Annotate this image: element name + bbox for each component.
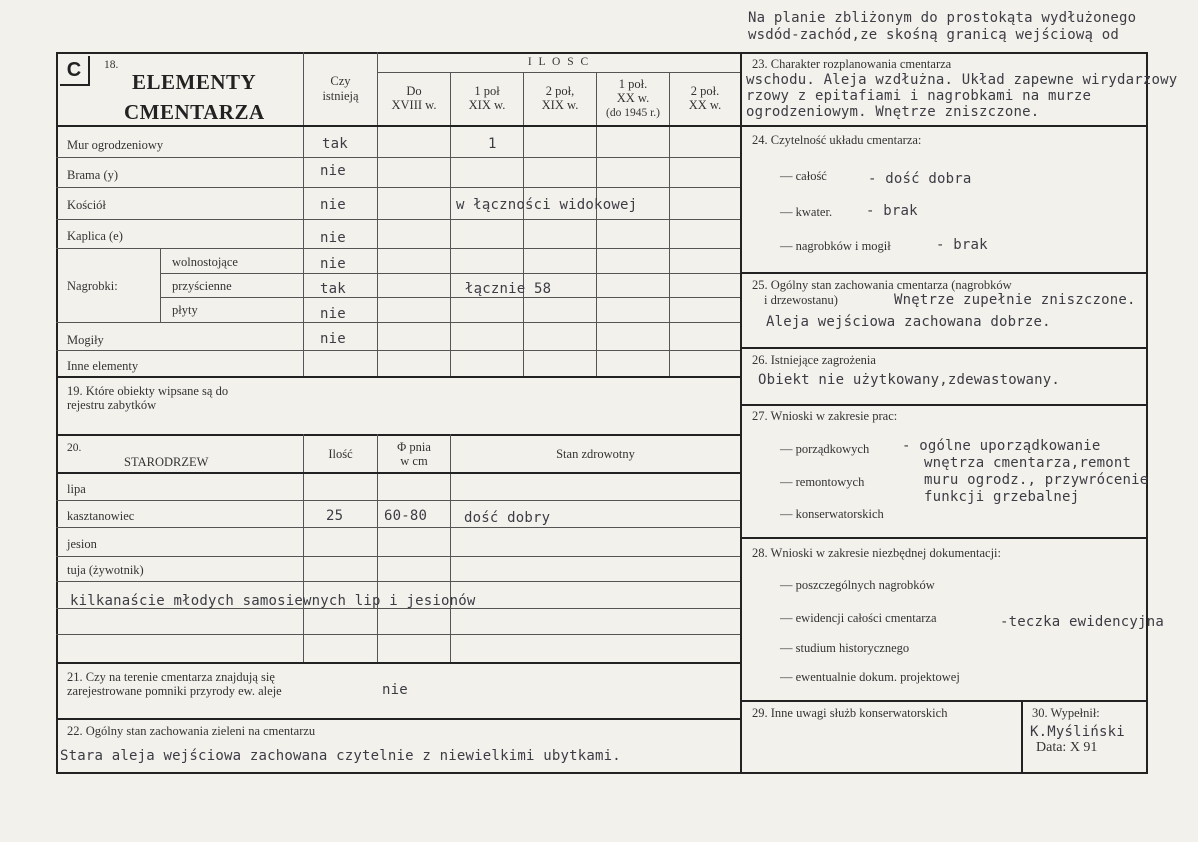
left-top-border [56, 52, 740, 54]
q30-name: K.Myśliński [1030, 724, 1125, 740]
q20-line-6 [56, 634, 740, 635]
q27-bottom [740, 537, 1146, 539]
row-line-5 [160, 273, 740, 274]
title-line2: CMENTARZA [124, 100, 265, 124]
q20-div-2 [377, 434, 378, 662]
row-mur-label: Mur ogrodzeniowy [67, 138, 164, 152]
right-top-border [740, 52, 1146, 54]
q27-remont-value1: muru ogrodz., przywrócenie [924, 472, 1149, 488]
q28-item4: — ewentualnie dokum. projektowej [780, 670, 960, 684]
q23-bottom [740, 125, 1146, 127]
q19-line2: rejestru zabytków [67, 398, 157, 412]
row-kosciol-exists: nie [320, 197, 346, 213]
q30-label: 30. Wypełnił: [1032, 706, 1100, 720]
q21-line1: 21. Czy na terenie cmentarza znajdują się [67, 670, 275, 684]
q22-label: 22. Ogólny stan zachowania zieleni na cmentarzu [67, 724, 316, 738]
q23-label: 23. Charakter rozplanowania cmentarza [752, 57, 952, 71]
kasztan-health: dość dobry [464, 510, 551, 526]
q20-col-qty: Ilość [328, 447, 353, 461]
q24-kwater: — kwater. [780, 205, 833, 219]
q27-remont: — remontowych [780, 475, 865, 489]
row-przysc-label: przyścienne [172, 279, 232, 293]
row-plyty-exists: nie [320, 306, 346, 322]
q28-item1: — poszczególnych nagrobków [780, 578, 935, 592]
row-line-1 [56, 157, 740, 158]
row-line-7 [56, 322, 740, 323]
q28-label: 28. Wnioski w zakresie niezbędnej dokumentacji: [752, 546, 1001, 560]
row-kosciol-label: Kościół [67, 198, 106, 212]
bottom-border [56, 772, 1148, 774]
section-number: 18. [104, 59, 119, 71]
q21-line2: zarejestrowane pomniki przyrody ew. aleje [67, 684, 282, 698]
q20-div-3 [450, 434, 451, 662]
tree-tuja: tuja (żywotnik) [67, 563, 144, 577]
section-letter: C [60, 56, 90, 86]
row-inne-label: Inne elementy [67, 359, 139, 373]
q25-answer2: Aleja wejściowa zachowana dobrze. [766, 314, 1051, 330]
period-1-l2: XVIII w. [391, 98, 437, 112]
q27-porz: — porządkowych [780, 442, 870, 456]
q20-div-1 [303, 434, 304, 662]
q26-label: 26. Istniejące zagrożenia [752, 353, 876, 367]
q27-porz-value2: wnętrza cmentarza,remont [924, 455, 1132, 471]
tree-lipa: lipa [67, 482, 86, 496]
left-left-border [56, 52, 58, 774]
col-div-p3 [523, 72, 524, 376]
table-bottom [56, 376, 740, 378]
q23-line2: rzowy z epitafiami i nagrobkami na murze [746, 88, 1092, 104]
row-kaplica-label: Kaplica (e) [67, 229, 123, 243]
q29-q30-divider [1021, 700, 1023, 774]
q28-item2: — ewidencji całości cmentarza [780, 611, 937, 625]
ilosc-underline [377, 72, 740, 73]
q20-bottom [56, 662, 740, 664]
row-mur-exists: tak [322, 136, 348, 152]
kasztan-qty: 25 [326, 508, 344, 524]
row-line-8 [56, 350, 740, 351]
q28-bottom [740, 700, 1146, 702]
row-wolno-exists: nie [320, 256, 346, 272]
q19-bottom [56, 434, 740, 436]
period-1-l1: Do [406, 84, 422, 98]
period-4-l3: (do 1945 r.) [606, 107, 660, 119]
q25-line1: 25. Ogólny stan zachowania cmentarza (nagrobków [752, 278, 1012, 292]
row-line-3 [56, 219, 740, 220]
q25-bottom [740, 347, 1146, 349]
right-right-border [1146, 52, 1148, 774]
q20-col-diam-unit: w cm [400, 454, 428, 468]
row-kaplica-exists: nie [320, 230, 346, 246]
kasztan-diam: 60-80 [384, 508, 428, 524]
q24-whole-value: - dość dobra [868, 171, 972, 187]
q23-line1: wschodu. Aleja wzdłużna. Układ zapewne wirydarzowy [746, 72, 1178, 88]
q26-answer: Obiekt nie użytkowany,zdewastowany. [758, 372, 1061, 388]
col-div-p5 [669, 72, 670, 376]
q24-graves-value: - brak [936, 237, 988, 253]
q20-title: STARODRZEW [124, 455, 209, 469]
q19-line1: 19. Które obiekty wipsane są do [67, 384, 229, 398]
q20-num: 20. [67, 442, 82, 454]
q27-kons: — konserwatorskich [780, 507, 884, 521]
q27-remont-value2: funkcji grzebalnej [924, 489, 1080, 505]
q20-col-diam-sym: Φ pnia [397, 440, 431, 454]
q29-label: 29. Inne uwagi służb konserwatorskich [752, 706, 948, 720]
period-5-l2: XX w. [688, 98, 722, 112]
header-bottom [56, 125, 740, 127]
q23-line3: ogrodzeniowym. Wnętrze zniszczone. [746, 104, 1040, 120]
q21-answer: nie [382, 682, 408, 698]
period-2-l2: XIX w. [468, 98, 506, 112]
row-wolno-label: wolnostojące [172, 255, 238, 269]
row-nagrobki-total: łącznie 58 [465, 281, 552, 297]
title-line1: ELEMENTY [132, 70, 257, 94]
q20-line-4 [56, 581, 740, 582]
row-mogily-label: Mogiły [67, 333, 104, 347]
tree-kasztanowiec: kasztanowiec [67, 509, 135, 523]
q24-label: 24. Czytelność układu cmentarza: [752, 133, 922, 147]
row-brama-exists: nie [320, 163, 346, 179]
q24-kwater-value: - brak [866, 203, 918, 219]
row-line-4 [56, 248, 740, 249]
q27-porz-value1: - ogólne uporządkowanie [902, 438, 1101, 454]
q20-line-2 [56, 527, 740, 528]
q21-bottom [56, 718, 740, 720]
row-kosciol-note: w łączności widokowej [456, 197, 638, 213]
q25-answer1: Wnętrze zupełnie zniszczone. [894, 292, 1136, 308]
row-mogily-exists: nie [320, 331, 346, 347]
center-divider [740, 52, 742, 774]
q24-bottom [740, 272, 1146, 274]
row-plyty-label: płyty [172, 303, 198, 317]
q24-graves: — nagrobków i mogił [780, 239, 891, 253]
q30-date: Data: X 91 [1036, 740, 1098, 755]
period-4-l1: 1 poł. [618, 77, 648, 91]
q28-item2-value: -teczka ewidencyjna [1000, 614, 1164, 630]
period-4-l2: XX w. [616, 91, 650, 105]
ilosc-header: I L O S C [527, 56, 591, 68]
row-line-2 [56, 187, 740, 188]
top-note-line2: wsdód-zachód,ze skośną granicą wejściową od [748, 27, 1120, 43]
row-nagrobki-label: Nagrobki: [67, 279, 118, 293]
col-div-p2 [450, 72, 451, 376]
q22-answer: Stara aleja wejściowa zachowana czytelnie z niewielkimi ubytkami. [60, 748, 621, 764]
q20-extra-note: kilkanaście młodych samosiewnych lip i jesionów [70, 593, 476, 609]
q20-col-health: Stan zdrowotny [556, 447, 635, 461]
q24-whole: — całość [780, 169, 827, 183]
row-line-6 [160, 297, 740, 298]
period-2-l1: 1 poł [474, 84, 500, 98]
q26-bottom [740, 404, 1146, 406]
period-3-l2: XIX w. [541, 98, 579, 112]
q20-line-1 [56, 500, 740, 501]
q27-label: 27. Wnioski w zakresie prac: [752, 409, 898, 423]
top-note-line1: Na planie zbliżonym do prostokąta wydłużonego [748, 10, 1137, 26]
row-przysc-exists: tak [320, 281, 346, 297]
row-mur-qty: 1 [488, 136, 497, 152]
q25-line2: i drzewostanu) [764, 293, 838, 307]
period-3-l1: 2 poł, [545, 84, 575, 98]
period-5-l1: 2 poł. [690, 84, 720, 98]
q20-line-3 [56, 556, 740, 557]
nagrobki-divider [160, 248, 161, 322]
row-brama-label: Brama (y) [67, 168, 119, 182]
q20-header-bottom [56, 472, 740, 474]
q28-item3: — studium historycznego [780, 641, 910, 655]
tree-jesion: jesion [67, 537, 97, 551]
col-exists-header: Czy istnieją [322, 74, 359, 103]
